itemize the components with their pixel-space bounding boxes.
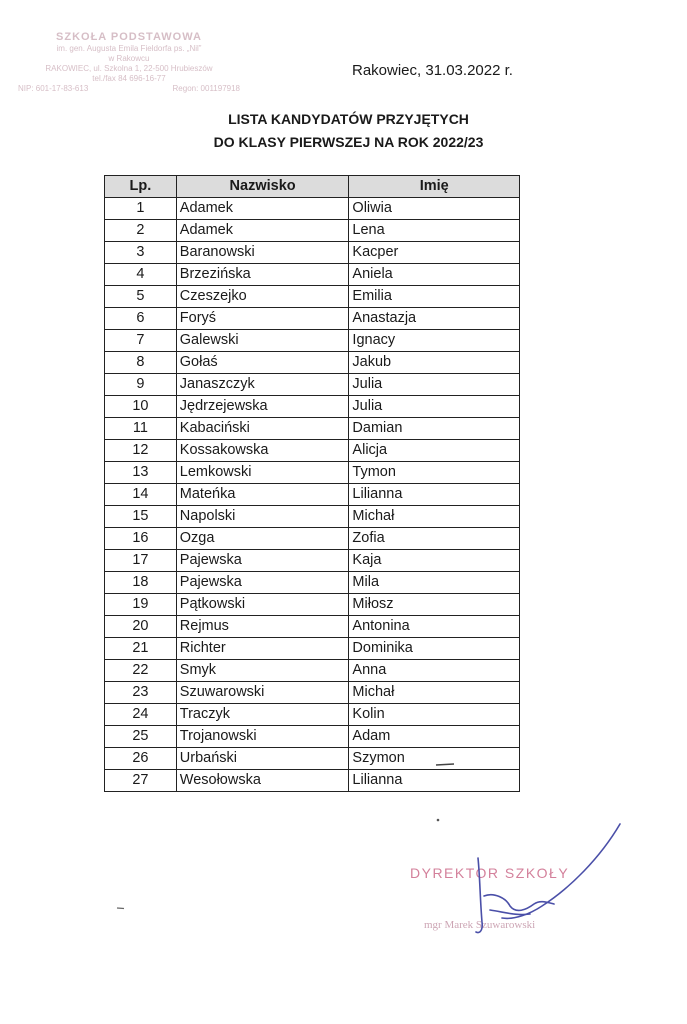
column-header-name: Imię — [349, 176, 520, 198]
cell-lp: 13 — [105, 462, 177, 484]
cell-surname: Pajewska — [176, 572, 349, 594]
school-stamp-ids — [14, 85, 244, 93]
table-row — [105, 264, 520, 286]
cell-name: Adam — [349, 726, 520, 748]
cell-name: Szymon — [349, 748, 520, 770]
cell-surname: Napolski — [176, 506, 349, 528]
director-stamp-name: mgr Marek Szuwarowski — [424, 919, 536, 931]
cell-surname: Pajewska — [176, 550, 349, 572]
cell-surname: Foryś — [176, 308, 349, 330]
school-stamp-line: w Rakowcu — [108, 54, 150, 63]
cell-lp: 26 — [105, 748, 177, 770]
cell-name: Dominika — [349, 638, 520, 660]
school-stamp — [14, 32, 244, 93]
cell-surname: Jędrzejewska — [176, 396, 349, 418]
table-row — [105, 660, 520, 682]
table-row — [105, 462, 520, 484]
cell-name: Oliwia — [349, 198, 520, 220]
cell-lp: 10 — [105, 396, 177, 418]
cell-surname: Adamek — [176, 220, 349, 242]
cell-surname: Gołaś — [176, 352, 349, 374]
cell-lp: 25 — [105, 726, 177, 748]
cell-lp: 16 — [105, 528, 177, 550]
table-row — [105, 572, 520, 594]
cell-name: Aniela — [349, 264, 520, 286]
cell-lp: 18 — [105, 572, 177, 594]
director-stamp-title: DYREKTOR SZKOŁY — [410, 865, 570, 881]
table-row — [105, 704, 520, 726]
cell-name: Tymon — [349, 462, 520, 484]
cell-surname: Kabaciński — [176, 418, 349, 440]
table-row — [105, 440, 520, 462]
cell-lp: 9 — [105, 374, 177, 396]
table-row — [105, 286, 520, 308]
cell-lp: 20 — [105, 616, 177, 638]
cell-lp: 23 — [105, 682, 177, 704]
cell-name: Jakub — [349, 352, 520, 374]
school-stamp-line: RAKOWIEC, ul. Szkolna 1, 22-500 Hrubieszów — [45, 64, 213, 73]
school-stamp-nip: NIP: 601-17-83-613 — [18, 84, 89, 93]
cell-name: Antonina — [349, 616, 520, 638]
cell-surname: Trojanowski — [176, 726, 349, 748]
table-row — [105, 616, 520, 638]
cell-name: Julia — [349, 374, 520, 396]
cell-surname: Lemkowski — [176, 462, 349, 484]
cell-surname: Rejmus — [176, 616, 349, 638]
school-stamp-line: tel./fax 84 696-16-77 — [92, 74, 166, 83]
document-title-line-1: LISTA KANDYDATÓW PRZYJĘTYCH — [228, 111, 469, 127]
cell-lp: 11 — [105, 418, 177, 440]
cell-name: Zofia — [349, 528, 520, 550]
cell-surname: Smyk — [176, 660, 349, 682]
cell-lp: 12 — [105, 440, 177, 462]
table-row — [105, 374, 520, 396]
cell-surname: Mateńka — [176, 484, 349, 506]
document-title-line-2: DO KLASY PIERWSZEJ NA ROK 2022/23 — [213, 134, 484, 150]
cell-lp: 3 — [105, 242, 177, 264]
table-row — [105, 220, 520, 242]
cell-name: Michał — [349, 682, 520, 704]
cell-name: Alicja — [349, 440, 520, 462]
cell-surname: Adamek — [176, 198, 349, 220]
column-header-lp: Lp. — [105, 176, 177, 198]
cell-name: Lilianna — [349, 484, 520, 506]
cell-lp: 17 — [105, 550, 177, 572]
cell-name: Mila — [349, 572, 520, 594]
cell-lp: 1 — [105, 198, 177, 220]
cell-name: Julia — [349, 396, 520, 418]
cell-lp: 27 — [105, 770, 177, 792]
cell-surname: Urbański — [176, 748, 349, 770]
cell-name: Michał — [349, 506, 520, 528]
cell-lp: 2 — [105, 220, 177, 242]
candidates-table — [104, 175, 520, 792]
cell-surname: Traczyk — [176, 704, 349, 726]
cell-name: Lena — [349, 220, 520, 242]
school-stamp-title: SZKOŁA PODSTAWOWA — [56, 31, 202, 43]
school-stamp-line: im. gen. Augusta Emila Fieldorfa ps. „Nil” — [56, 44, 202, 53]
table-row — [105, 638, 520, 660]
cell-name: Miłosz — [349, 594, 520, 616]
table-row — [105, 396, 520, 418]
cell-surname: Czeszejko — [176, 286, 349, 308]
scan-mark — [435, 817, 443, 825]
table-row — [105, 198, 520, 220]
cell-lp: 6 — [105, 308, 177, 330]
cell-lp: 21 — [105, 638, 177, 660]
cell-lp: 8 — [105, 352, 177, 374]
place-and-date: Rakowiec, 31.03.2022 r. — [352, 62, 513, 79]
table-row — [105, 550, 520, 572]
cell-surname: Wesołowska — [176, 770, 349, 792]
cell-name: Kolin — [349, 704, 520, 726]
cell-name: Anna — [349, 660, 520, 682]
table-row — [105, 506, 520, 528]
table-row — [105, 682, 520, 704]
table-row — [105, 352, 520, 374]
director-signature — [450, 818, 630, 938]
cell-lp: 4 — [105, 264, 177, 286]
cell-surname: Baranowski — [176, 242, 349, 264]
table-row — [105, 418, 520, 440]
table-header-row — [105, 176, 520, 198]
cell-lp: 14 — [105, 484, 177, 506]
table-row — [105, 528, 520, 550]
table-row — [105, 484, 520, 506]
scan-mark — [434, 760, 458, 770]
cell-surname: Galewski — [176, 330, 349, 352]
table-row — [105, 770, 520, 792]
document-title — [0, 108, 687, 154]
cell-surname: Brzezińska — [176, 264, 349, 286]
cell-lp: 19 — [105, 594, 177, 616]
table-row — [105, 330, 520, 352]
cell-lp: 24 — [105, 704, 177, 726]
cell-surname: Pątkowski — [176, 594, 349, 616]
cell-name: Ignacy — [349, 330, 520, 352]
cell-name: Emilia — [349, 286, 520, 308]
cell-name: Kacper — [349, 242, 520, 264]
cell-name: Kaja — [349, 550, 520, 572]
cell-lp: 15 — [105, 506, 177, 528]
cell-surname: Szuwarowski — [176, 682, 349, 704]
table-row — [105, 726, 520, 748]
scan-mark — [116, 905, 128, 911]
cell-lp: 5 — [105, 286, 177, 308]
table-row — [105, 594, 520, 616]
cell-name: Anastazja — [349, 308, 520, 330]
cell-surname: Richter — [176, 638, 349, 660]
cell-surname: Ozga — [176, 528, 349, 550]
cell-surname: Janaszczyk — [176, 374, 349, 396]
column-header-surname: Nazwisko — [176, 176, 349, 198]
cell-surname: Kossakowska — [176, 440, 349, 462]
cell-lp: 7 — [105, 330, 177, 352]
cell-name: Damian — [349, 418, 520, 440]
table-row — [105, 242, 520, 264]
cell-lp: 22 — [105, 660, 177, 682]
cell-name: Lilianna — [349, 770, 520, 792]
school-stamp-regon: Regon: 001197918 — [172, 84, 240, 93]
table-row — [105, 308, 520, 330]
